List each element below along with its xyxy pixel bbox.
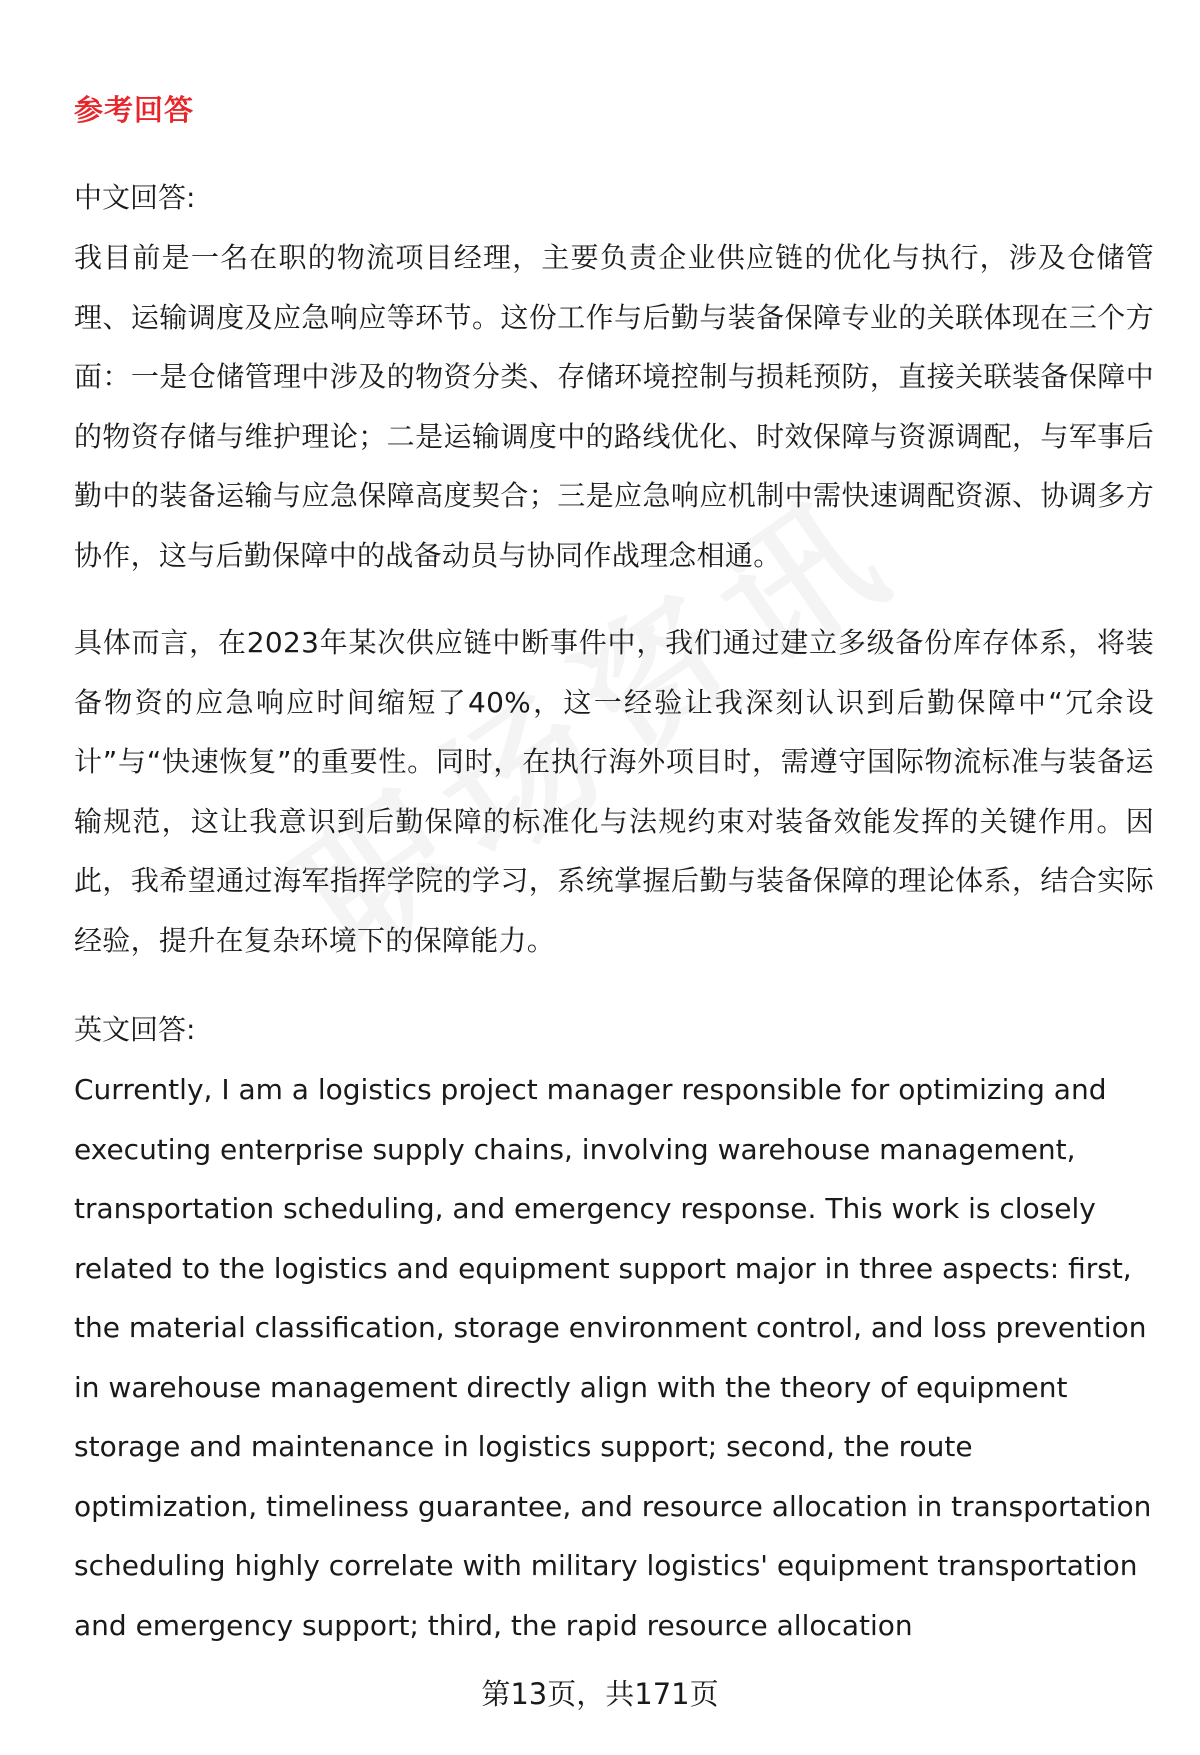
chinese-paragraph-1: 我目前是一名在职的物流项目经理，主要负责企业供应链的优化与执行，涉及仓储管理、运输调度及应急响应等环节。这份工作与后勤与装备保障专业的关联体现在三个方面：一是仓储管理中涉及的物资分类、存储环境控制与损耗预防，直接关联装备保障中的物资存储与维护理论；二是运输调度中的路线优化、时效保障与资源调配，与军事后勤中的装备运输与应急保障高度契合；三是应急响应机制中需快速调配资源、协调多方协作，这与后勤保障中的战备动员与协同作战理念相通。 (74, 241, 1154, 572)
english-paragraph: Currently, I am a logistics project manager responsible for optimizing and executing enterprise supply chains, involving warehouse management, transportation scheduling, and emergency response. This work is closely related to the logistics and equipment support major in three aspects: first, the material classification, storage environment control, and loss prevention in warehouse management directly align with the theory of equipment storage and maintenance in logistics support; second, the route optimization, timeliness guarantee, and resource allocation in transportation scheduling highly correlate with military logistics' equipment transportation and emergency support; third, the rapid resource allocation (74, 1073, 1152, 1642)
english-answer-label: 英文回答: (74, 1013, 196, 1046)
answer-content (74, 168, 1154, 1656)
section-title: 参考回答 (74, 93, 195, 127)
chinese-paragraph-2: 具体而言，在2023年某次供应链中断事件中，我们通过建立多级备份库存体系，将装备物资的应急响应时间缩短了40%，这一经验让我深刻认识到后勤保障中“冗余设计”与“快速恢复”的重要性。同时，在执行海外项目时，需遵守国际物流标准与装备运输规范，这让我意识到后勤保障的标准化与法规约束对装备效能发挥的关键作用。因此，我希望通过海军指挥学院的学习，系统掌握后勤与装备保障的理论体系，结合实际经验，提升在复杂环境下的保障能力。 (74, 626, 1154, 957)
page-number-footer: 第13页，共171页 (481, 1677, 719, 1711)
chinese-answer-label: 中文回答: (74, 181, 196, 214)
